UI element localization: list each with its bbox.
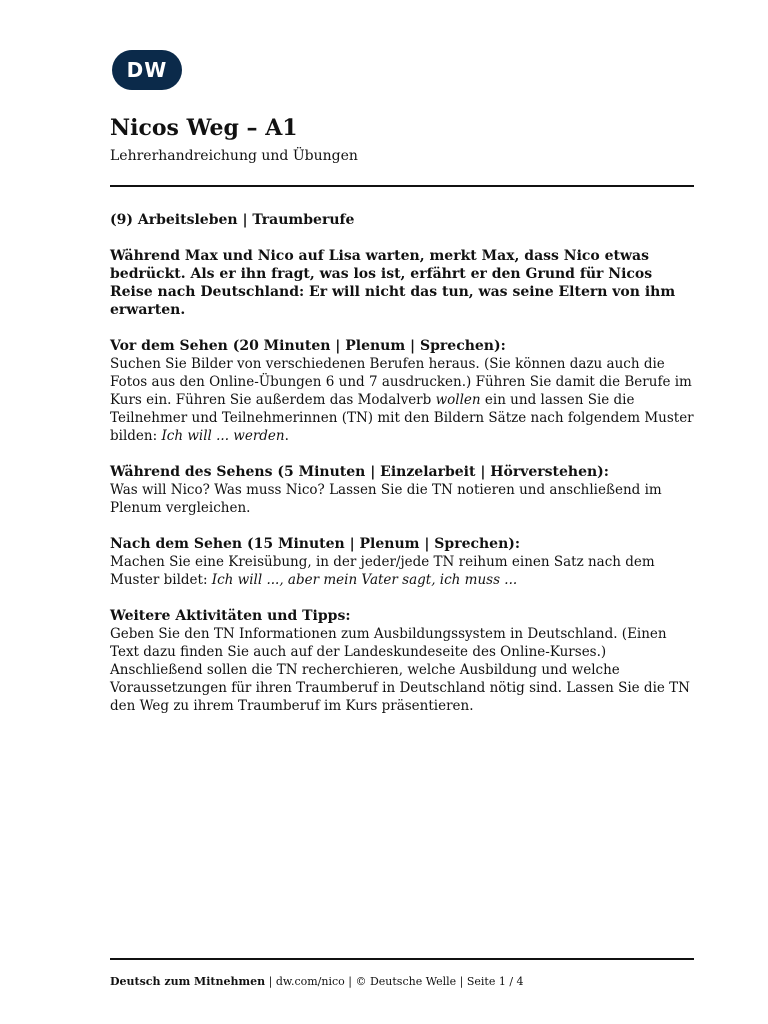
vor-italic-pattern: Ich will ... werden (161, 428, 285, 444)
page-footer (110, 975, 524, 988)
waehrend-heading: Während des Sehens (5 Minuten | Einzelarbeit | Hörverstehen): (110, 464, 609, 480)
document-title: Nicos Weg – A1 (110, 115, 298, 141)
document-body (110, 211, 696, 733)
vor-dem-sehen-section (110, 337, 696, 445)
vor-text-a: Suchen Sie Bilder von verschiedenen Berufen heraus. (Sie können dazu auch die Fotos aus den Online-Übungen 6 und 7 ausdrucken.) Führen Sie damit die Berufe im Kurs ein. Führen Sie außerdem das Modalverb (110, 356, 692, 408)
section-heading: (9) Arbeitsleben | Traumberufe (110, 212, 355, 228)
footer-brand: Deutsch zum Mitnehmen (110, 975, 266, 988)
nach-dem-sehen-heading: Nach dem Sehen (15 Minuten | Plenum | Sprechen): (110, 536, 521, 552)
header-divider (110, 185, 694, 187)
dw-logo-text: DW (126, 58, 168, 82)
document-subtitle: Lehrerhandreichung und Übungen (110, 148, 358, 164)
weitere-heading: Weitere Aktivitäten und Tipps: (110, 608, 351, 624)
nach-dem-sehen-section (110, 535, 696, 589)
footer-info: | dw.com/nico | © Deutsche Welle | Seite 1 / 4 (265, 975, 524, 988)
intro-paragraph: Während Max und Nico auf Lisa warten, merkt Max, dass Nico etwas bedrückt. Als er ihn fragt, was los ist, erfährt er den Grund für Nicos Reise nach Deutschland: Er will nicht das tun, was seine Eltern von ihm erwarten. (110, 248, 676, 318)
vor-dem-sehen-text (110, 355, 696, 445)
nach-dem-sehen-text (110, 553, 696, 589)
dw-logo (112, 50, 182, 90)
nach-text-a: Machen Sie eine Kreisübung, in der jeder/jede TN reihum einen Satz nach dem Muster bildet: (110, 554, 655, 588)
weitere-text: Geben Sie den TN Informationen zum Ausbildungssystem in Deutschland. (Einen Text dazu finden Sie auch auf der Landeskundeseite des Online-Kurses.) Anschließend sollen die TN recherchieren, welche Ausbildung und welche Voraussetzungen für ihren Traumberuf in Deutschland nötig sind. Lassen Sie die TN den Weg zu ihrem Traumberuf im Kurs präsentieren. (110, 626, 690, 714)
nach-italic-pattern: Ich will ..., aber mein Vater sagt, ich muss ... (211, 572, 518, 588)
vor-italic-wollen: wollen (435, 392, 481, 408)
vor-dem-sehen-heading: Vor dem Sehen (20 Minuten | Plenum | Sprechen): (110, 338, 506, 354)
waehrend-section (110, 463, 696, 517)
vor-text-b: ein und lassen Sie die Teilnehmer und Teilnehmerinnen (TN) mit den Bildern Sätze nach folgendem Muster bilden: (110, 392, 694, 444)
footer-divider (110, 958, 694, 960)
weitere-section (110, 607, 696, 715)
waehrend-text: Was will Nico? Was muss Nico? Lassen Sie die TN notieren und anschließend im Plenum vergleichen. (110, 482, 662, 516)
vor-text-c: . (284, 428, 289, 444)
